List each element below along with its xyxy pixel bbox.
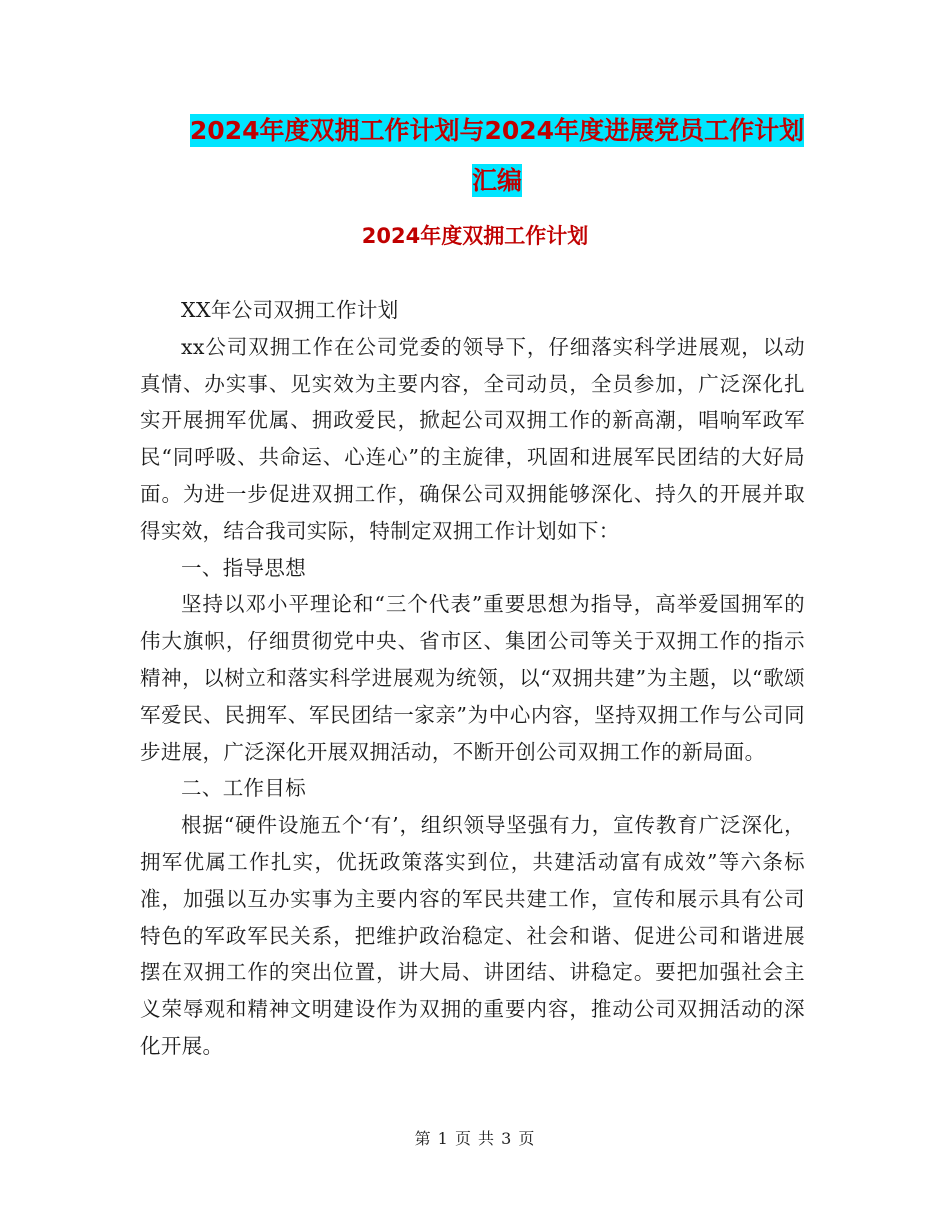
paragraph-section-2-heading: 二、工作目标 xyxy=(181,776,307,801)
document-body xyxy=(140,292,805,1065)
paragraph-intro: xx公司双拥工作在公司党委的领导下，仔细落实科学进展观，以动真情、办实事、见实效为主要内容，全司动员，全员参加，广泛深化扎实开展拥军优属、拥政爱民，掀起公司双拥工作的新高潮，唱响军政军民“同呼吸、共命运、心连心”的主旋律，巩固和进展军民团结的大好局面。为进一步促进双拥工作，确保公司双拥能够深化、持久的开展并取得实效，结合我司实际，特制定双拥工作计划如下： xyxy=(140,334,805,543)
paragraph-guiding-thought: 坚持以邓小平理论和“三个代表”重要思想为指导，高举爱国拥军的伟大旗帜，仔细贯彻党中央、省市区、集团公司等关于双拥工作的指示精神，以树立和落实科学进展观为统领，以“双拥共建”为主题，以“歌颂军爱民、民拥军、军民团结一家亲”为中心内容，坚持双拥工作与公司同步进展，广泛深化开展双拥活动，不断开创公司双拥工作的新局面。 xyxy=(140,592,805,764)
paragraph-work-goals: 根据“硬件设施五个‘有’，组织领导坚强有力，宣传教育广泛深化，拥军优属工作扎实，优抚政策落实到位，共建活动富有成效”等六条标准，加强以互办实事为主要内容的军民共建工作，宣传和展示具有公司特色的军政军民关系，把维护政治稳定、社会和谐、促进公司和谐进展摆在双拥工作的突出位置，讲大局、讲团结、讲稳定。要把加强社会主义荣辱观和精神文明建设作为双拥的重要内容，推动公司双拥活动的深化开展。 xyxy=(140,813,805,1058)
document-title xyxy=(140,106,854,206)
paragraph-section-1-heading: 一、指导思想 xyxy=(181,555,307,580)
title-line-1: 2024年度双拥工作计划与2024年度进展党员工作计划 xyxy=(189,116,805,145)
title-line-2: 汇编 xyxy=(471,166,522,195)
page-footer: 第 1 页 共 3 页 xyxy=(414,1129,536,1148)
paragraph-heading: XX年公司双拥工作计划 xyxy=(181,298,399,322)
section-title: 2024年度双拥工作计划 xyxy=(361,224,589,248)
